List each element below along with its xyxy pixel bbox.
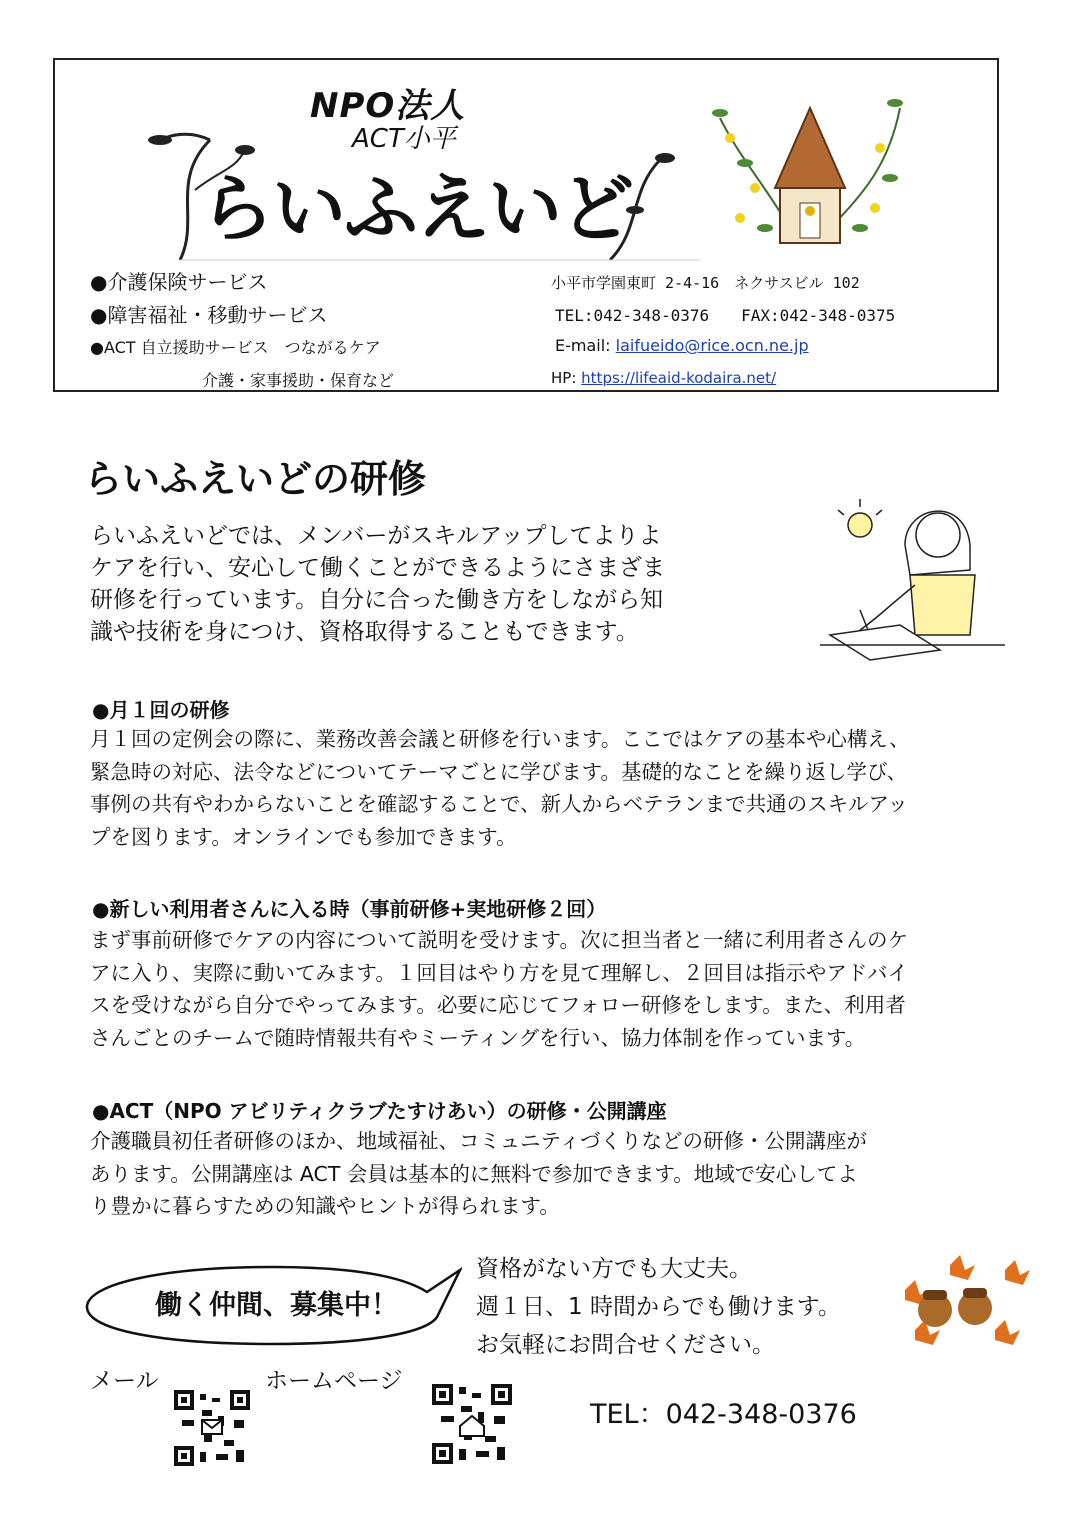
- section-line: さんごとのチームで随時情報共有やミーティングを行い、協力体制を作っています。: [90, 1025, 866, 1050]
- autumn-leaves-illustration-icon: [885, 1250, 1035, 1360]
- org-branch: ACT小平: [352, 124, 456, 154]
- intro-line: らいふえいどでは、メンバーがスキルアップしてよりよ: [90, 523, 662, 549]
- service-care-insurance: ●介護保険サービス: [90, 270, 268, 294]
- intro-text: [90, 520, 730, 648]
- service-act-support: ●ACT 自立援助サービス つながるケア: [90, 338, 381, 357]
- email-label: E-mail:: [555, 336, 611, 355]
- section-line: 月１回の定例会の際に、業務改善会議と研修を行います。ここではケアの基本や心構え、: [90, 727, 910, 751]
- woman-writing-illustration-icon: [820, 485, 1005, 665]
- section-heading: ●月１回の研修: [92, 698, 230, 722]
- recruit-note: お気軽にお問合せください。: [476, 1332, 775, 1358]
- section-line: 緊急時の対応、法令などについてテーマごとに学びます。基礎的なことを繰り返し学び、: [90, 759, 908, 784]
- section-line: スを受けながら自分でやってみます。必要に応じてフォロー研修をします。また、利用者: [90, 993, 906, 1017]
- recruit-headline: 働く仲間、募集中！: [155, 1290, 398, 1321]
- mail-qr-code-icon[interactable]: [174, 1390, 250, 1466]
- org-name-logo: らいふえいど: [200, 166, 632, 252]
- intro-line: 識や技術を身につけ、資格取得することもできます。: [90, 619, 639, 645]
- recruit-notes: [476, 1250, 841, 1364]
- address: 小平市学園東町 2-4-16 ネクサスビル 102: [551, 274, 860, 292]
- section-heading: ●新しい利用者さんに入る時（事前研修+実地研修２回）: [92, 897, 607, 921]
- section-body: [90, 723, 1020, 853]
- org-type: NPO法人: [310, 86, 466, 126]
- intro-line: 研修を行っています。自分に合った働き方をしながら知: [90, 587, 664, 613]
- hp-qr-label: ホームページ: [265, 1368, 403, 1394]
- section-heading: ●ACT（NPO アビリティクラブたすけあい）の研修・公開講座: [92, 1099, 667, 1123]
- intro-line: ケアを行い、安心して働くことができるようにさまざま: [90, 555, 665, 581]
- house-illustration-icon: [700, 78, 920, 258]
- hp-label: HP:: [551, 369, 577, 387]
- section-line: あります。公開講座は ACT 会員は基本的に無料で参加できます。地域で安心してよ: [90, 1161, 858, 1186]
- mail-qr-label: メール: [90, 1368, 159, 1394]
- email-row: [555, 336, 809, 355]
- section-body: [90, 1125, 1020, 1223]
- section-line: 介護職員初任者研修のほか、地域福祉、コミュニティづくりなどの研修・公開講座が: [90, 1129, 867, 1153]
- section-line: 事例の共有やわからないことを確認することで、新人からベテランまで共通のスキルアッ: [90, 792, 908, 816]
- tel-fax: TEL:042-348-0376 FAX:042-348-0375: [555, 306, 896, 325]
- section-line: まず事前研修でケアの内容について説明を受けます。次に担当者と一緒に利用者さんのケ: [90, 928, 908, 952]
- section-line: アに入り、実際に動いてみます。１回目はやり方を見て理解し、２回目は指示やアドバイ: [90, 960, 908, 985]
- recruit-note: 週１日、1 時間からでも働けます。: [476, 1294, 841, 1320]
- section-line: プを図ります。オンラインでも参加できます。: [90, 824, 517, 849]
- hp-link[interactable]: https://lifeaid-kodaira.net/: [581, 369, 777, 387]
- hp-row: [551, 369, 776, 387]
- section-line: り豊かに暮らすための知識やヒントが得られます。: [90, 1194, 560, 1218]
- page-title: らいふえいどの研修: [84, 457, 427, 501]
- recruit-note: 資格がない方でも大丈夫。: [476, 1256, 752, 1282]
- email-link[interactable]: laifueido@rice.ocn.ne.jp: [615, 336, 809, 355]
- footer-tel: TEL：042-348-0376: [590, 1399, 857, 1430]
- section-body: [90, 924, 1020, 1054]
- service-act-support-detail: 介護・家事援助・保育など: [202, 371, 395, 390]
- homepage-qr-code-icon[interactable]: [432, 1384, 512, 1464]
- service-disability-welfare: ●障害福祉・移動サービス: [90, 303, 328, 327]
